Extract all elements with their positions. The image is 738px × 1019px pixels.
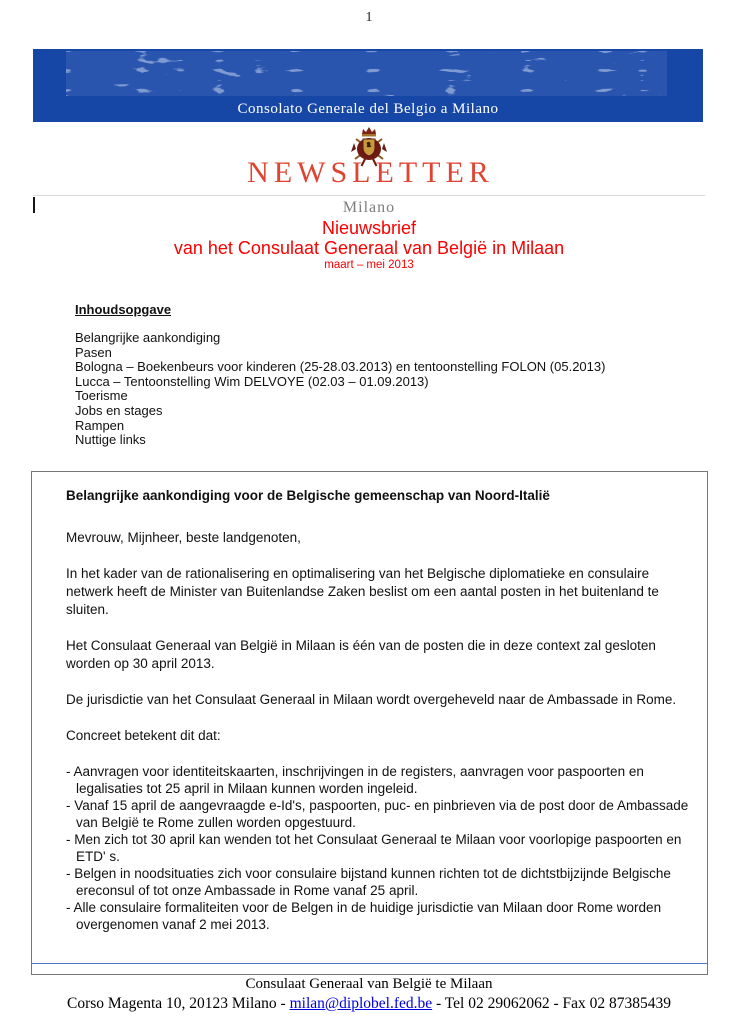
marble-texture <box>66 51 667 96</box>
toc-item-pasen: Pasen <box>75 344 112 360</box>
toc-item-belangrijke-aankondiging: Belangrijke aankondiging <box>75 330 221 345</box>
consulate-banner <box>33 49 703 122</box>
toc-heading: Inhoudsopgave <box>75 302 172 317</box>
separator-line <box>33 195 705 196</box>
footer-address-prefix: Corso Magenta 10, 20123 Milano - <box>67 995 290 1012</box>
newsletter-title-block <box>0 218 738 272</box>
title-line-1: Nieuwsbrief <box>321 218 417 238</box>
toc-item-toerisme: Toerisme <box>75 388 128 404</box>
footer-organization: Consulaat Generaal van België te Milaan <box>245 976 493 992</box>
announcement-paragraph: De jurisdictie van het Consulaat Generaal in Milaan wordt overgeheveld naar de Ambassade in Rome. <box>66 692 677 707</box>
announcement-paragraph: Het Consulaat Generaal van België in Milaan is één van de posten die in deze context zal gesloten worden op 30 april 2013. <box>66 638 656 671</box>
bullet-item: - Vanaf 15 april de aangevraagde e-Id's, paspoorten, puc- en pinbrieven via de post door de Ambassade van België te Rome zullen worden opgestuurd. <box>66 798 689 830</box>
bullet-item: - Belgen in noodsituaties zich voor consulaire bijstand kunnen richten tot de dichtstbijzijnde Belgische ereconsul of tot onze Ambassade in Rome vanaf 25 april. <box>66 866 671 898</box>
announcement-bullet-list <box>66 763 707 933</box>
email-link[interactable]: milan@diplobel.fed.be <box>289 995 433 1012</box>
title-line-2: van het Consulaat Generaal van België in Milaan <box>173 238 565 258</box>
footer-address <box>0 995 738 1013</box>
bullet-item: - Aanvragen voor identiteitskaarten, inschrijvingen in de registers, aanvragen voor paspoorten en legalisaties tot 25 april in Milaan kunnen worden ingeleid. <box>66 764 644 796</box>
footer-separator-line <box>31 963 708 964</box>
footer-address-suffix: - Tel 02 29062062 - Fax 02 87385439 <box>432 995 671 1012</box>
announcement-paragraph: Concreet betekent dit dat: <box>66 728 221 743</box>
newsletter-masthead: NEWSLETTER <box>247 156 494 189</box>
toc-item-jobs-en-stages: Jobs en stages <box>75 402 163 418</box>
table-of-contents <box>75 302 605 448</box>
announcement-heading: Belangrijke aankondiging voor de Belgische gemeenschap van Noord-Italië <box>66 488 550 503</box>
bullet-item: - Alle consulaire formaliteiten voor de Belgen in de huidige jurisdictie van Milaan door Rome worden overgenomen vanaf 2 mei 2013. <box>66 900 662 932</box>
toc-item-nuttige-links: Nuttige links <box>75 432 146 448</box>
announcement-box <box>31 471 708 975</box>
toc-item-lucca: Lucca – Tentoonstelling Wim DELVOYE (02.03 – 01.09.2013) <box>75 373 429 389</box>
page-number: 1 <box>365 10 373 25</box>
masthead-city: Milano <box>342 199 396 216</box>
bullet-item: - Men zich tot 30 april kan wenden tot het Consulaat Generaal te Milaan voor voorlopige paspoorten en ETD' s. <box>66 832 682 864</box>
toc-item-rampen: Rampen <box>75 417 125 433</box>
title-date-range: maart – mei 2013 <box>324 259 414 271</box>
announcement-salutation: Mevrouw, Mijnheer, beste landgenoten, <box>66 530 301 545</box>
toc-item-bologna: Bologna – Boekenbeurs voor kinderen (25-28.03.2013) en tentoonstelling FOLON (05.2013) <box>75 359 606 375</box>
announcement-paragraph: In het kader van de rationalisering en optimalisering van het Belgische diplomatieke en consulaire netwerk heeft de Minister van Buitenlandse Zaken beslist om een aantal posten in het buitenland te sluiten. <box>66 566 659 617</box>
banner-title: Consolato Generale del Belgio a Milano <box>237 101 499 117</box>
